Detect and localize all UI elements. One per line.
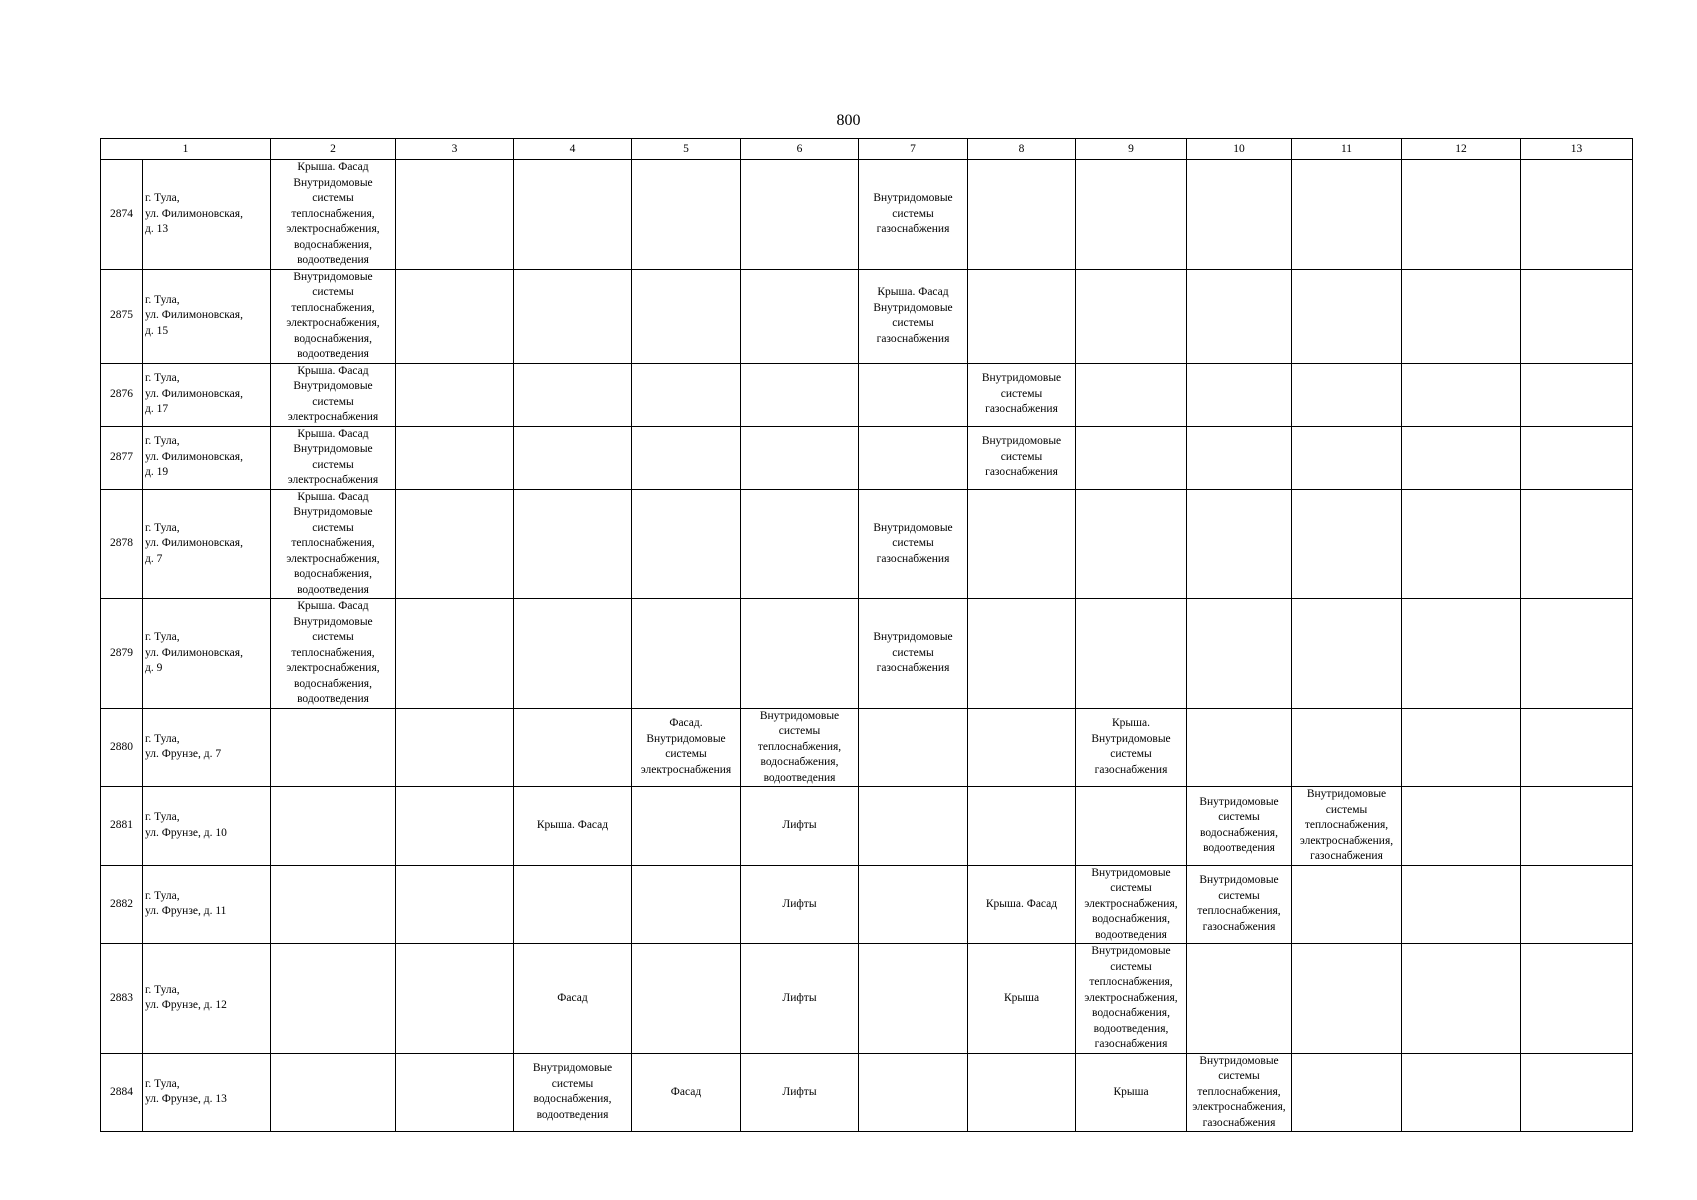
work-cell-col-3 bbox=[396, 489, 514, 599]
column-header-4: 4 bbox=[514, 139, 632, 160]
column-header-6: 6 bbox=[741, 139, 859, 160]
work-cell-col-7 bbox=[859, 363, 968, 426]
address-text: г. Тула, ул. Филимоновская, д. 15 bbox=[145, 293, 243, 337]
work-text: Крыша. Внутридомовые системы газоснабжения bbox=[1091, 717, 1171, 776]
table-row bbox=[101, 426, 1633, 489]
work-cell-col-3 bbox=[396, 1053, 514, 1132]
work-cell-col-10 bbox=[1187, 269, 1292, 363]
work-text: Внутридомовые системы теплоснабжения, электроснабжения, водоснабжения, водоотведения, газоснабжения bbox=[1084, 945, 1178, 1050]
address-text: г. Тула, ул. Фрунзе, д. 13 bbox=[145, 1077, 227, 1106]
row-number: 2878 bbox=[101, 489, 143, 599]
work-cell-col-8 bbox=[968, 708, 1076, 787]
table-row bbox=[101, 599, 1633, 709]
work-cell-col-12 bbox=[1402, 599, 1521, 709]
table-row bbox=[101, 787, 1633, 866]
work-cell-col-3 bbox=[396, 599, 514, 709]
work-cell-col-3 bbox=[396, 865, 514, 944]
work-cell-col-9 bbox=[1076, 269, 1187, 363]
work-text: Фасад bbox=[557, 991, 588, 1004]
work-cell-col-7 bbox=[859, 1053, 968, 1132]
work-text: Внутридомовые системы водоснабжения, водоотведения bbox=[1199, 795, 1279, 855]
work-cell-col-8 bbox=[968, 426, 1076, 489]
work-cell-col-11 bbox=[1292, 489, 1402, 599]
address-cell bbox=[143, 944, 271, 1054]
work-cell-col-7 bbox=[859, 944, 968, 1054]
work-cell-col-6 bbox=[741, 865, 859, 944]
work-cell-col-3 bbox=[396, 426, 514, 489]
work-text: Крыша. Фасад Внутридомовые системы теплоснабжения, электроснабжения, водоснабжения, водоотведения bbox=[286, 161, 380, 266]
work-text: Крыша. Фасад Внутридомовые системы газоснабжения bbox=[873, 286, 953, 345]
address-cell bbox=[143, 787, 271, 866]
work-cell-col-12 bbox=[1402, 1053, 1521, 1132]
work-cell-col-4 bbox=[514, 944, 632, 1054]
work-cell-col-6 bbox=[741, 708, 859, 787]
work-cell-col-4 bbox=[514, 865, 632, 944]
work-cell-col-9 bbox=[1076, 1053, 1187, 1132]
address-text: г. Тула, ул. Фрунзе, д. 12 bbox=[145, 983, 227, 1012]
work-cell-col-9 bbox=[1076, 160, 1187, 270]
work-cell-col-6 bbox=[741, 160, 859, 270]
work-cell-col-5 bbox=[632, 599, 741, 709]
work-cell-col-8 bbox=[968, 599, 1076, 709]
work-text: Лифты bbox=[782, 819, 817, 831]
row-number: 2875 bbox=[101, 269, 143, 363]
column-header-12: 12 bbox=[1402, 139, 1521, 160]
work-cell-col-2 bbox=[271, 787, 396, 866]
work-cell-col-8 bbox=[968, 944, 1076, 1054]
work-cell-col-5 bbox=[632, 865, 741, 944]
work-cell-col-6 bbox=[741, 787, 859, 866]
work-cell-col-2 bbox=[271, 160, 396, 270]
work-cell-col-6 bbox=[741, 599, 859, 709]
column-header-11: 11 bbox=[1292, 139, 1402, 160]
work-cell-col-8 bbox=[968, 269, 1076, 363]
work-cell-col-5 bbox=[632, 363, 741, 426]
work-cell-col-11 bbox=[1292, 160, 1402, 270]
work-cell-col-5 bbox=[632, 489, 741, 599]
work-cell-col-4 bbox=[514, 1053, 632, 1132]
work-cell-col-2 bbox=[271, 599, 396, 709]
work-cell-col-2 bbox=[271, 363, 396, 426]
work-cell-col-2 bbox=[271, 426, 396, 489]
column-header-13: 13 bbox=[1521, 139, 1633, 160]
address-cell bbox=[143, 865, 271, 944]
page-number: 800 bbox=[836, 112, 861, 129]
work-cell-col-13 bbox=[1521, 944, 1633, 1054]
column-header-7: 7 bbox=[859, 139, 968, 160]
work-cell-col-12 bbox=[1402, 787, 1521, 866]
address-cell bbox=[143, 269, 271, 363]
address-text: г. Тула, ул. Фрунзе, д. 10 bbox=[145, 811, 227, 839]
address-cell bbox=[143, 160, 271, 270]
address-cell bbox=[143, 708, 271, 787]
work-cell-col-3 bbox=[396, 708, 514, 787]
work-cell-col-5 bbox=[632, 269, 741, 363]
work-cell-col-10 bbox=[1187, 489, 1292, 599]
work-cell-col-6 bbox=[741, 944, 859, 1054]
column-header-2: 2 bbox=[271, 139, 396, 160]
table-row bbox=[101, 489, 1633, 599]
work-cell-col-6 bbox=[741, 426, 859, 489]
work-cell-col-12 bbox=[1402, 944, 1521, 1054]
work-cell-col-4 bbox=[514, 708, 632, 787]
work-text: Лифты bbox=[782, 1085, 817, 1098]
work-cell-col-11 bbox=[1292, 1053, 1402, 1132]
work-text: Внутридомовые системы водоснабжения, водоотведения bbox=[532, 1062, 613, 1121]
work-cell-col-8 bbox=[968, 363, 1076, 426]
work-cell-col-10 bbox=[1187, 1053, 1292, 1132]
work-cell-col-13 bbox=[1521, 708, 1633, 787]
work-cell-col-12 bbox=[1402, 865, 1521, 944]
work-text: Крыша. Фасад Внутридомовые системы теплоснабжения, электроснабжения, водоснабжения, водоотведения bbox=[286, 490, 380, 596]
work-cell-col-2 bbox=[271, 489, 396, 599]
work-cell-col-11 bbox=[1292, 426, 1402, 489]
work-text: Внутридомовые системы газоснабжения bbox=[873, 521, 953, 565]
table-row bbox=[101, 1053, 1633, 1132]
row-number: 2882 bbox=[101, 865, 143, 944]
work-cell-col-9 bbox=[1076, 944, 1187, 1054]
work-cell-col-3 bbox=[396, 363, 514, 426]
work-text: Крыша. Фасад Внутридомовые системы электроснабжения bbox=[287, 427, 379, 486]
work-cell-col-9 bbox=[1076, 599, 1187, 709]
work-cell-col-6 bbox=[741, 363, 859, 426]
work-text: Крыша bbox=[1113, 1085, 1149, 1098]
address-text: г. Тула, ул. Фрунзе, д. 7 bbox=[145, 732, 222, 761]
work-cell-col-8 bbox=[968, 1053, 1076, 1132]
work-cell-col-10 bbox=[1187, 708, 1292, 787]
work-cell-col-13 bbox=[1521, 489, 1633, 599]
work-cell-col-4 bbox=[514, 489, 632, 599]
work-cell-col-13 bbox=[1521, 160, 1633, 270]
work-cell-col-9 bbox=[1076, 708, 1187, 787]
work-cell-col-7 bbox=[859, 787, 968, 866]
table-row bbox=[101, 269, 1633, 363]
work-text: Внутридомовые системы электроснабжения, водоснабжения, водоотведения bbox=[1084, 866, 1178, 941]
work-cell-col-3 bbox=[396, 269, 514, 363]
work-cell-col-7 bbox=[859, 708, 968, 787]
work-cell-col-8 bbox=[968, 865, 1076, 944]
work-cell-col-13 bbox=[1521, 865, 1633, 944]
work-text: Внутридомовые системы газоснабжения bbox=[873, 192, 953, 235]
work-cell-col-13 bbox=[1521, 269, 1633, 363]
work-text: Лифты bbox=[782, 897, 817, 910]
table-row bbox=[101, 363, 1633, 426]
work-cell-col-10 bbox=[1187, 944, 1292, 1054]
work-cell-col-12 bbox=[1402, 708, 1521, 787]
row-number: 2876 bbox=[101, 363, 143, 426]
work-cell-col-5 bbox=[632, 426, 741, 489]
table-row bbox=[101, 944, 1633, 1054]
column-header-3: 3 bbox=[396, 139, 514, 160]
work-cell-col-11 bbox=[1292, 599, 1402, 709]
address-text: г. Тула, ул. Филимоновская, д. 9 bbox=[145, 631, 243, 674]
work-cell-col-3 bbox=[396, 160, 514, 270]
work-cell-col-9 bbox=[1076, 363, 1187, 426]
work-text: Крыша. Фасад Внутридомовые системы электроснабжения bbox=[287, 364, 379, 423]
work-cell-col-4 bbox=[514, 363, 632, 426]
repair-schedule-table bbox=[100, 138, 1633, 1132]
work-cell-col-11 bbox=[1292, 269, 1402, 363]
work-cell-col-7 bbox=[859, 160, 968, 270]
address-text: г. Тула, ул. Филимоновская, д. 19 bbox=[145, 435, 243, 479]
work-cell-col-12 bbox=[1402, 269, 1521, 363]
work-cell-col-2 bbox=[271, 1053, 396, 1132]
work-cell-col-6 bbox=[741, 1053, 859, 1132]
work-text: Внутридомовые системы газоснабжения bbox=[981, 372, 1062, 416]
work-cell-col-13 bbox=[1521, 1053, 1633, 1132]
row-number: 2880 bbox=[101, 708, 143, 787]
work-text: Внутридомовые системы теплоснабжения, электроснабжения, водоснабжения, водоотведения bbox=[286, 270, 380, 360]
work-cell-col-10 bbox=[1187, 787, 1292, 866]
work-cell-col-13 bbox=[1521, 787, 1633, 866]
address-cell bbox=[143, 489, 271, 599]
work-text: Крыша. Фасад bbox=[985, 897, 1058, 910]
work-cell-col-5 bbox=[632, 160, 741, 270]
work-cell-col-4 bbox=[514, 426, 632, 489]
table-row bbox=[101, 160, 1633, 270]
work-cell-col-2 bbox=[271, 944, 396, 1054]
work-cell-col-7 bbox=[859, 599, 968, 709]
work-cell-col-12 bbox=[1402, 426, 1521, 489]
work-cell-col-7 bbox=[859, 865, 968, 944]
work-cell-col-8 bbox=[968, 489, 1076, 599]
row-number: 2883 bbox=[101, 944, 143, 1054]
work-cell-col-3 bbox=[396, 944, 514, 1054]
work-cell-col-2 bbox=[271, 708, 396, 787]
work-cell-col-11 bbox=[1292, 944, 1402, 1054]
work-cell-col-7 bbox=[859, 426, 968, 489]
work-cell-col-12 bbox=[1402, 489, 1521, 599]
work-cell-col-4 bbox=[514, 787, 632, 866]
work-cell-col-12 bbox=[1402, 160, 1521, 270]
column-header-1: 1 bbox=[101, 139, 271, 160]
work-cell-col-11 bbox=[1292, 865, 1402, 944]
work-text: Внутридомовые системы газоснабжения bbox=[873, 631, 953, 674]
row-number: 2881 bbox=[101, 787, 143, 866]
work-cell-col-11 bbox=[1292, 787, 1402, 866]
work-cell-col-10 bbox=[1187, 160, 1292, 270]
work-cell-col-6 bbox=[741, 489, 859, 599]
work-cell-col-2 bbox=[271, 269, 396, 363]
address-text: г. Тула, ул. Филимоновская, д. 7 bbox=[145, 521, 243, 565]
work-cell-col-4 bbox=[514, 599, 632, 709]
work-cell-col-10 bbox=[1187, 426, 1292, 489]
work-text: Фасад. Внутридомовые системы электроснабжения bbox=[640, 717, 732, 776]
address-cell bbox=[143, 363, 271, 426]
address-cell bbox=[143, 426, 271, 489]
header-row bbox=[101, 139, 1633, 160]
work-cell-col-7 bbox=[859, 269, 968, 363]
work-text: Крыша. Фасад bbox=[536, 819, 609, 831]
work-cell-col-4 bbox=[514, 160, 632, 270]
work-cell-col-12 bbox=[1402, 363, 1521, 426]
work-cell-col-10 bbox=[1187, 599, 1292, 709]
work-cell-col-9 bbox=[1076, 865, 1187, 944]
address-cell bbox=[143, 599, 271, 709]
work-text: Внутридомовые системы газоснабжения bbox=[981, 435, 1062, 479]
address-cell bbox=[143, 1053, 271, 1132]
work-text: Внутридомовые системы теплоснабжения, электроснабжения, газоснабжения bbox=[1299, 788, 1394, 862]
work-cell-col-5 bbox=[632, 787, 741, 866]
work-text: Внутридомовые системы теплоснабжения, газоснабжения bbox=[1197, 874, 1281, 933]
work-cell-col-8 bbox=[968, 160, 1076, 270]
work-cell-col-9 bbox=[1076, 426, 1187, 489]
address-text: г. Тула, ул. Филимоновская, д. 17 bbox=[145, 372, 243, 416]
work-cell-col-5 bbox=[632, 944, 741, 1054]
column-header-8: 8 bbox=[968, 139, 1076, 160]
work-text: Лифты bbox=[782, 991, 817, 1004]
work-cell-col-9 bbox=[1076, 489, 1187, 599]
work-text: Внутридомовые системы теплоснабжения, электроснабжения, газоснабжения bbox=[1192, 1054, 1286, 1129]
address-text: г. Тула, ул. Фрунзе, д. 11 bbox=[145, 889, 227, 918]
work-cell-col-6 bbox=[741, 269, 859, 363]
work-cell-col-10 bbox=[1187, 363, 1292, 426]
work-cell-col-8 bbox=[968, 787, 1076, 866]
work-cell-col-11 bbox=[1292, 363, 1402, 426]
work-cell-col-2 bbox=[271, 865, 396, 944]
row-number: 2884 bbox=[101, 1053, 143, 1132]
work-cell-col-10 bbox=[1187, 865, 1292, 944]
table-row bbox=[101, 865, 1633, 944]
row-number: 2877 bbox=[101, 426, 143, 489]
column-header-5: 5 bbox=[632, 139, 741, 160]
work-cell-col-4 bbox=[514, 269, 632, 363]
work-cell-col-5 bbox=[632, 1053, 741, 1132]
row-number: 2879 bbox=[101, 599, 143, 709]
table-row bbox=[101, 708, 1633, 787]
work-text: Крыша bbox=[1003, 991, 1040, 1004]
address-text: г. Тула, ул. Филимоновская, д. 13 bbox=[145, 192, 243, 235]
work-cell-col-3 bbox=[396, 787, 514, 866]
work-cell-col-13 bbox=[1521, 426, 1633, 489]
work-cell-col-9 bbox=[1076, 787, 1187, 866]
work-cell-col-11 bbox=[1292, 708, 1402, 787]
column-header-10: 10 bbox=[1187, 139, 1292, 160]
work-cell-col-13 bbox=[1521, 599, 1633, 709]
row-number: 2874 bbox=[101, 160, 143, 270]
work-cell-col-7 bbox=[859, 489, 968, 599]
work-text: Фасад bbox=[670, 1085, 702, 1098]
work-text: Внутридомовые системы теплоснабжения, водоснабжения, водоотведения bbox=[757, 709, 842, 784]
work-text: Крыша. Фасад Внутридомовые системы теплоснабжения, электроснабжения, водоснабжения, водоотведения bbox=[286, 600, 380, 705]
column-header-9: 9 bbox=[1076, 139, 1187, 160]
work-cell-col-5 bbox=[632, 708, 741, 787]
work-cell-col-13 bbox=[1521, 363, 1633, 426]
